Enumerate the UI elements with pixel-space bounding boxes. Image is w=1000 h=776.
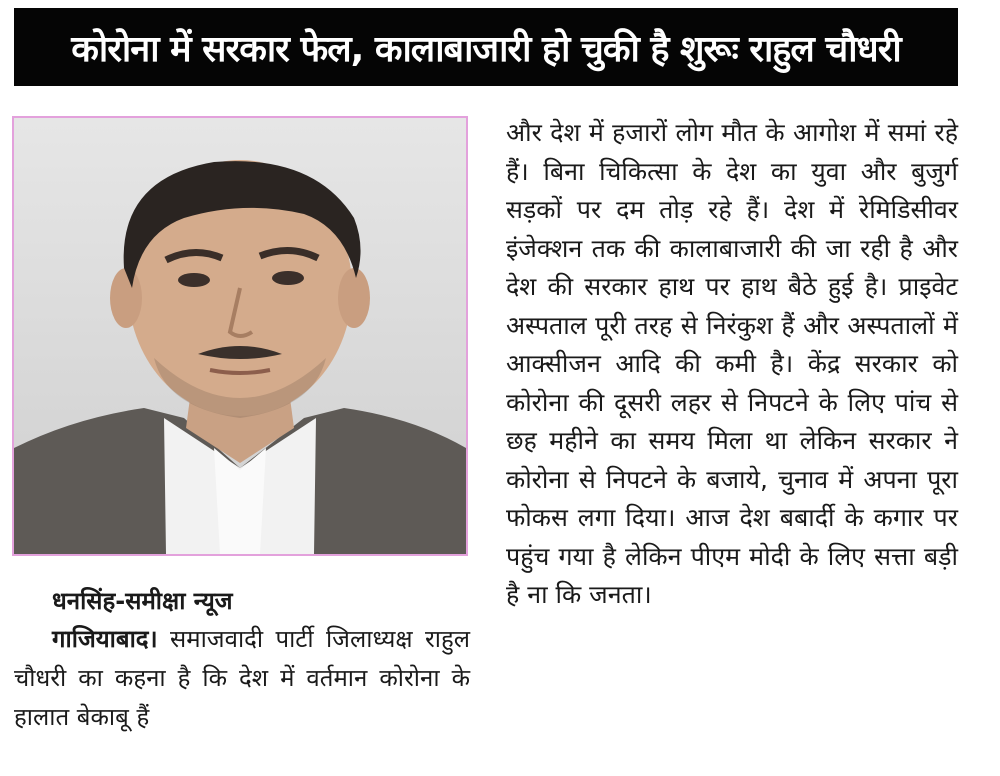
right-body-text: और देश में हजारों लोग मौत के आगोश में समां रहे हैं। बिना चिकित्सा के देश का युवा और बुजुर्ग सड़कों पर दम तोड़ रहे हैं। देश में रेमिडिसीवर इंजेक्शन तक की कालाबाजारी की जा रही है और देश की सरकार हाथ पर हाथ बैठे हुई है। प्राइवेट अस्पताल पूरी तरह से निरंकुश हैं और अस्पतालों में आक्सीजन आदि की कमी है। केंद्र सरकार को कोरोना की दूसरी लहर से निपटने के लिए पांच से छह महीने का समय मिला था लेकिन सरकार ने कोरोना से निपटने के बजाये, चुनाव में अपना पूरा फोकस लगा दिया। आज देश बबार्दी के कगार पर पहुंच गया है लेकिन पीएम मोदी के लिए सत्ता बड़ी है ना कि जनता। xyxy=(506,118,958,609)
headline-bar xyxy=(14,8,958,86)
photo-frame xyxy=(12,116,468,556)
byline: धनसिंह-समीक्षा न्यूज xyxy=(52,587,233,615)
left-body-text: समाजवादी पार्टी जिलाध्यक्ष राहुल चौधरी का कहना है कि देश में वर्तमान कोरोना के हालात बेकाबू हैं xyxy=(14,625,470,731)
right-column xyxy=(506,114,958,615)
headline: कोरोना में सरकार फेल, कालाबाजारी हो चुकी है शुरूः राहुल चौधरी xyxy=(71,28,901,70)
left-column xyxy=(14,620,470,737)
dateline: गाजियाबाद। xyxy=(52,625,158,653)
person-portrait-icon xyxy=(14,118,466,554)
